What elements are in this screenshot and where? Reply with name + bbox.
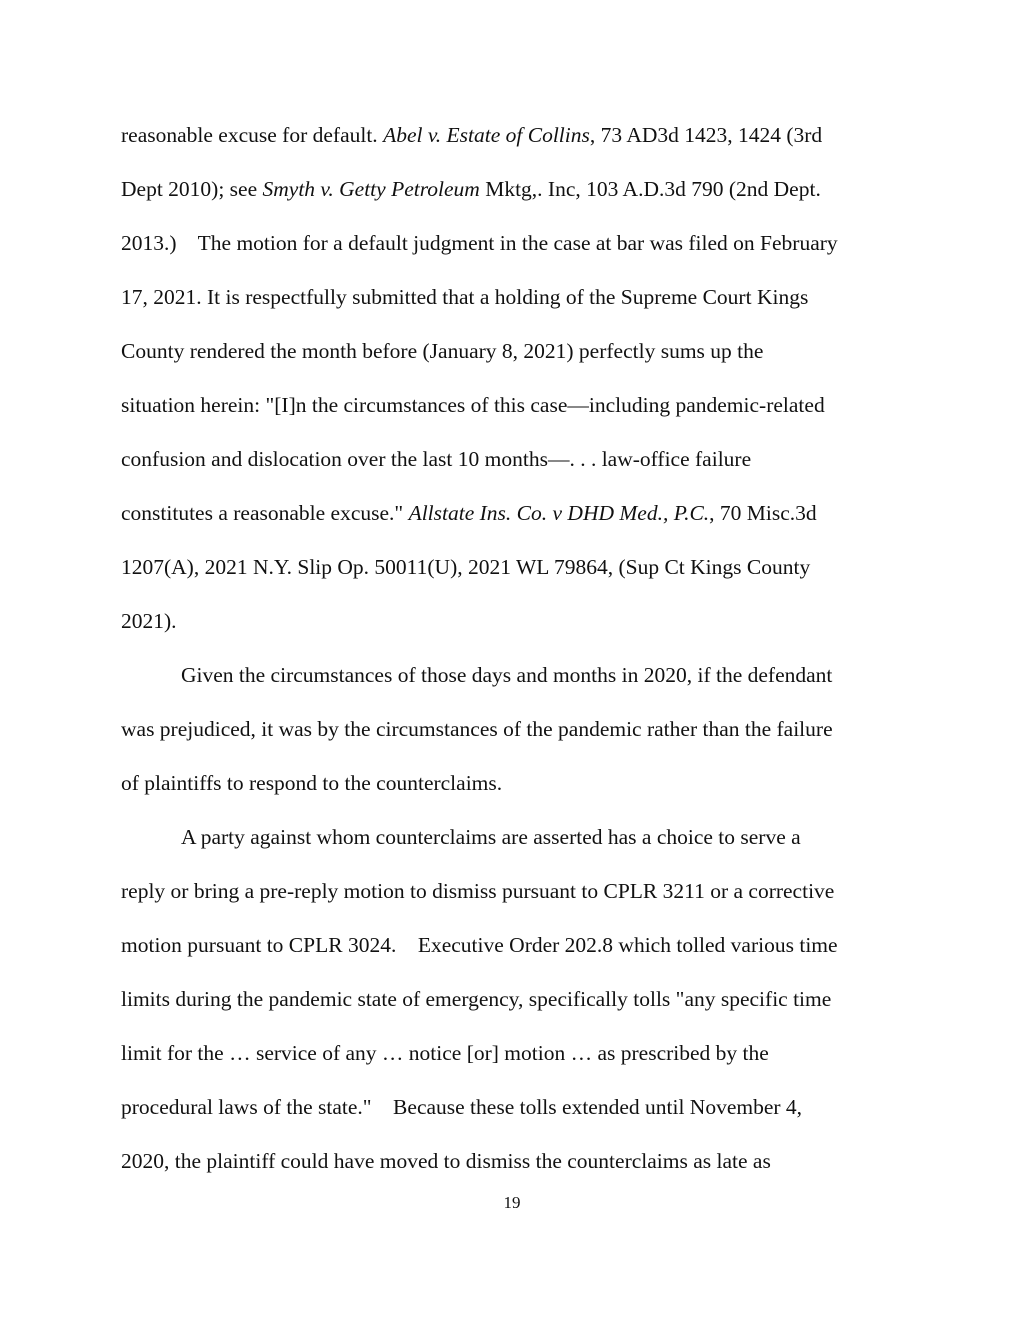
text-line <box>121 436 911 490</box>
text-run: limit for the … service of any … notice [or] motion … as prescribed by the <box>121 1041 769 1065</box>
text-line <box>121 814 911 868</box>
text-line <box>121 922 911 976</box>
text-run: 17, 2021. It is respectfully submitted that a holding of the Supreme Court Kings <box>121 285 809 309</box>
text-line <box>121 1138 911 1192</box>
text-line <box>121 112 911 166</box>
text-run: , 73 AD3d 1423, 1424 (3rd <box>589 123 823 147</box>
text-run: limits during the pandemic state of emergency, specifically tolls "any specific time <box>121 987 832 1011</box>
text-run: Mktg,. Inc, 103 A.D.3d 790 (2nd Dept. <box>479 177 821 201</box>
text-run: Given the circumstances of those days and months in 2020, if the defendant <box>181 663 833 687</box>
text-run: situation herein: "[I]n the circumstances of this case—including pandemic-related <box>121 393 825 417</box>
text-run: Dept 2010); see <box>121 177 263 201</box>
text-run: reasonable excuse for default. <box>121 123 384 147</box>
text-run: County rendered the month before (January 8, 2021) perfectly sums up the <box>121 339 764 363</box>
text-line <box>121 220 911 274</box>
text-line <box>121 382 911 436</box>
text-line <box>121 328 911 382</box>
text-run: constitutes a reasonable excuse." <box>121 501 409 525</box>
text-line <box>121 652 911 706</box>
text-line <box>121 1084 911 1138</box>
text-line <box>121 166 911 220</box>
text-run: 2021). <box>121 609 177 633</box>
body-text <box>121 112 911 1192</box>
text-line <box>121 1030 911 1084</box>
case-citation: Allstate Ins. Co. v DHD Med., P.C. <box>408 501 710 525</box>
case-citation: Smyth v. Getty Petroleum <box>262 177 480 201</box>
text-run: procedural laws of the state." Because these tolls extended until November 4, <box>121 1095 803 1119</box>
text-run: was prejudiced, it was by the circumstances of the pandemic rather than the failure <box>121 717 833 741</box>
text-run: 2013.) The motion for a default judgment in the case at bar was filed on February <box>121 231 838 255</box>
text-line <box>121 544 911 598</box>
text-run: of plaintiffs to respond to the counterclaims. <box>121 771 503 795</box>
text-run: confusion and dislocation over the last 10 months—. . . law-office failure <box>121 447 752 471</box>
text-line <box>121 274 911 328</box>
text-run: reply or bring a pre-reply motion to dismiss pursuant to CPLR 3211 or a corrective <box>121 879 835 903</box>
case-citation: Abel v. Estate of Collins <box>383 123 590 147</box>
text-line <box>121 976 911 1030</box>
text-line <box>121 598 911 652</box>
text-line <box>121 490 911 544</box>
text-run: 2020, the plaintiff could have moved to dismiss the counterclaims as late as <box>121 1149 771 1173</box>
text-run: 1207(A), 2021 N.Y. Slip Op. 50011(U), 2021 WL 79864, (Sup Ct Kings County <box>121 555 811 579</box>
text-run: , 70 Misc.3d <box>709 501 817 525</box>
text-run: motion pursuant to CPLR 3024. Executive Order 202.8 which tolled various time <box>121 933 838 957</box>
text-line <box>121 868 911 922</box>
text-run: A party against whom counterclaims are asserted has a choice to serve a <box>181 825 801 849</box>
page-number: 19 <box>503 1193 521 1212</box>
text-line <box>121 760 911 814</box>
text-line <box>121 706 911 760</box>
